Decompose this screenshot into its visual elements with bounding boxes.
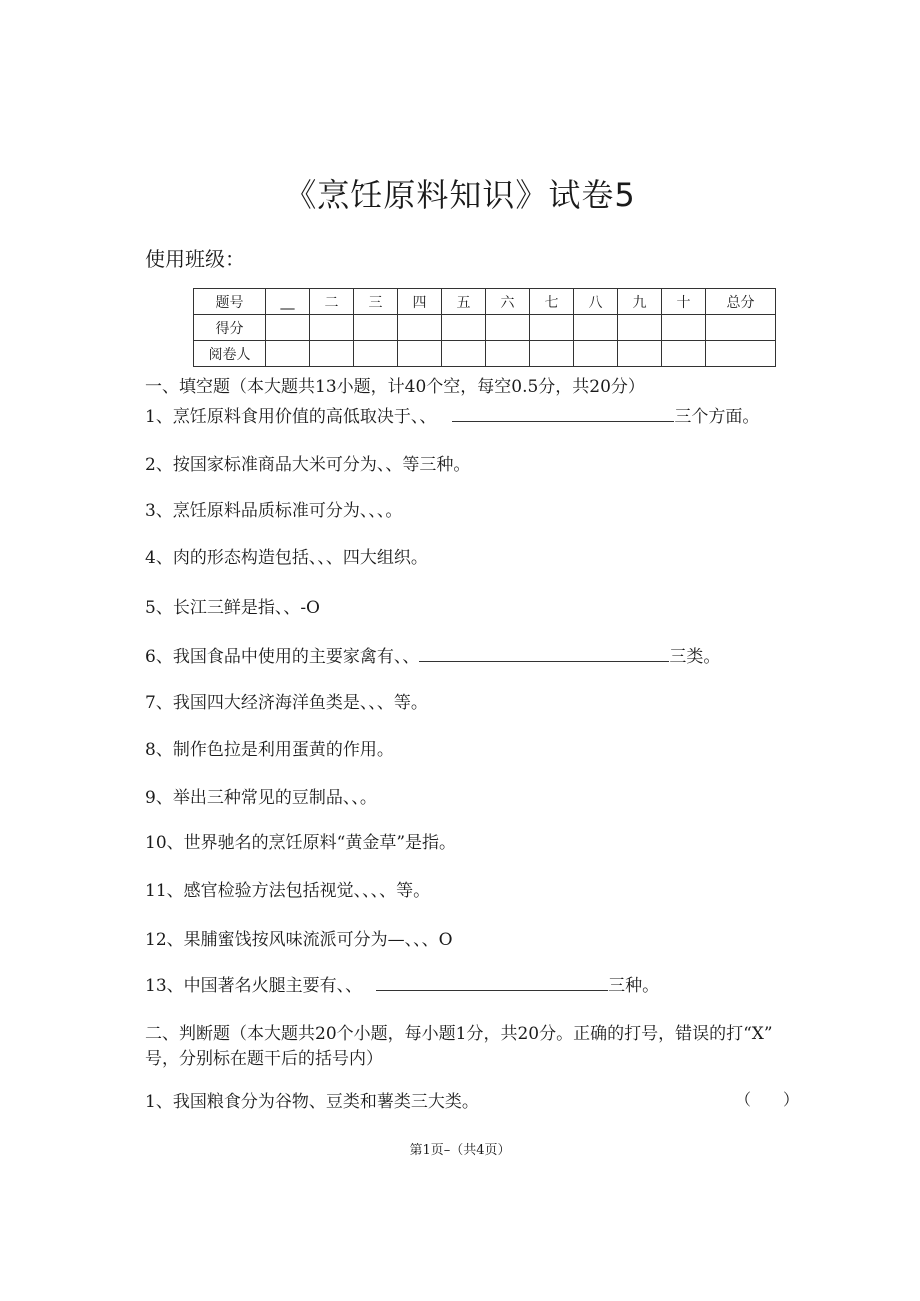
grader-cell	[574, 341, 618, 367]
score-cell	[486, 315, 530, 341]
header-cell: 三	[354, 289, 398, 315]
class-label: 使用班级：	[145, 247, 245, 271]
header-cell: 五	[442, 289, 486, 315]
judgment-question-1: 1、我国粮食分为谷物、豆类和薯类三大类。	[145, 1092, 479, 1112]
header-cell: 二	[310, 289, 354, 315]
header-cell: __	[266, 289, 310, 315]
question-text: 三个方面。	[674, 407, 760, 427]
row-label: 阅卷人	[194, 341, 266, 367]
grader-cell	[662, 341, 706, 367]
question-10: 10、世界驰名的烹饪原料“黄金草”是指。	[145, 833, 457, 853]
answer-parentheses: （ ）	[735, 1090, 800, 1109]
row-label: 得分	[194, 315, 266, 341]
question-1	[145, 402, 759, 427]
grader-cell	[310, 341, 354, 367]
score-cell	[574, 315, 618, 341]
score-cell	[618, 315, 662, 341]
answer-blank	[419, 645, 669, 662]
answer-blank	[376, 974, 608, 991]
page-footer: 第1页–（共4页）	[409, 1143, 511, 1158]
grader-cell	[706, 341, 776, 367]
grader-cell	[442, 341, 486, 367]
section2-heading-line2: 号，分别标在题干后的括号内）	[145, 1049, 383, 1069]
header-cell: 四	[398, 289, 442, 315]
score-table-header-row	[194, 289, 776, 315]
question-12: 12、果脯蜜饯按风味流派可分为—、、、O	[145, 930, 453, 950]
score-cell	[310, 315, 354, 341]
header-cell: 十	[662, 289, 706, 315]
question-text: 1、烹饪原料食用价值的高低取决于、、	[145, 407, 437, 427]
header-cell: 总分	[706, 289, 776, 315]
score-cell	[398, 315, 442, 341]
header-cell: 八	[574, 289, 618, 315]
question-text: 13、中国著名火腿主要有、、	[145, 976, 363, 996]
grader-cell	[618, 341, 662, 367]
question-5: 5、长江三鲜是指、、-O	[145, 598, 320, 618]
question-2: 2、按国家标准商品大米可分为、、等三种。	[145, 455, 471, 475]
question-13	[145, 971, 659, 996]
score-cell	[354, 315, 398, 341]
score-cell	[530, 315, 574, 341]
question-4: 4、肉的形态构造包括、、、四大组织。	[145, 548, 428, 568]
header-cell: 题号	[194, 289, 266, 315]
question-6	[145, 642, 720, 667]
question-text: 6、我国食品中使用的主要家禽有、、	[145, 647, 420, 667]
question-11: 11、感官检验方法包括视觉、、、、等。	[145, 881, 431, 901]
header-cell: 七	[530, 289, 574, 315]
grader-cell	[266, 341, 310, 367]
question-8: 8、制作色拉是利用蛋黄的作用。	[145, 740, 394, 760]
question-text: 三类。	[669, 647, 721, 667]
answer-blank	[452, 405, 674, 422]
score-cell	[442, 315, 486, 341]
grader-cell	[354, 341, 398, 367]
grader-cell	[530, 341, 574, 367]
question-3: 3、烹饪原料品质标准可分为、、、。	[145, 501, 403, 521]
header-cell: 九	[618, 289, 662, 315]
section2-heading-line1: 二、判断题（本大题共20个小题，每小题1分，共20分。正确的打号，错误的打“X”	[145, 1024, 773, 1044]
score-cell	[662, 315, 706, 341]
score-cell	[706, 315, 776, 341]
grader-cell	[486, 341, 530, 367]
question-text: 三种。	[608, 976, 660, 996]
page-title: 《烹饪原料知识》试卷5	[284, 176, 636, 214]
grader-row	[194, 341, 776, 367]
grader-cell	[398, 341, 442, 367]
score-cell	[266, 315, 310, 341]
question-7: 7、我国四大经济海洋鱼类是、、、等。	[145, 693, 428, 713]
score-row	[194, 315, 776, 341]
score-table	[193, 288, 776, 367]
question-9: 9、举出三种常见的豆制品、、。	[145, 788, 377, 808]
header-cell: 六	[486, 289, 530, 315]
section1-heading: 一、填空题（本大题共13小题，计40个空，每空0.5分，共20分）	[145, 377, 645, 397]
